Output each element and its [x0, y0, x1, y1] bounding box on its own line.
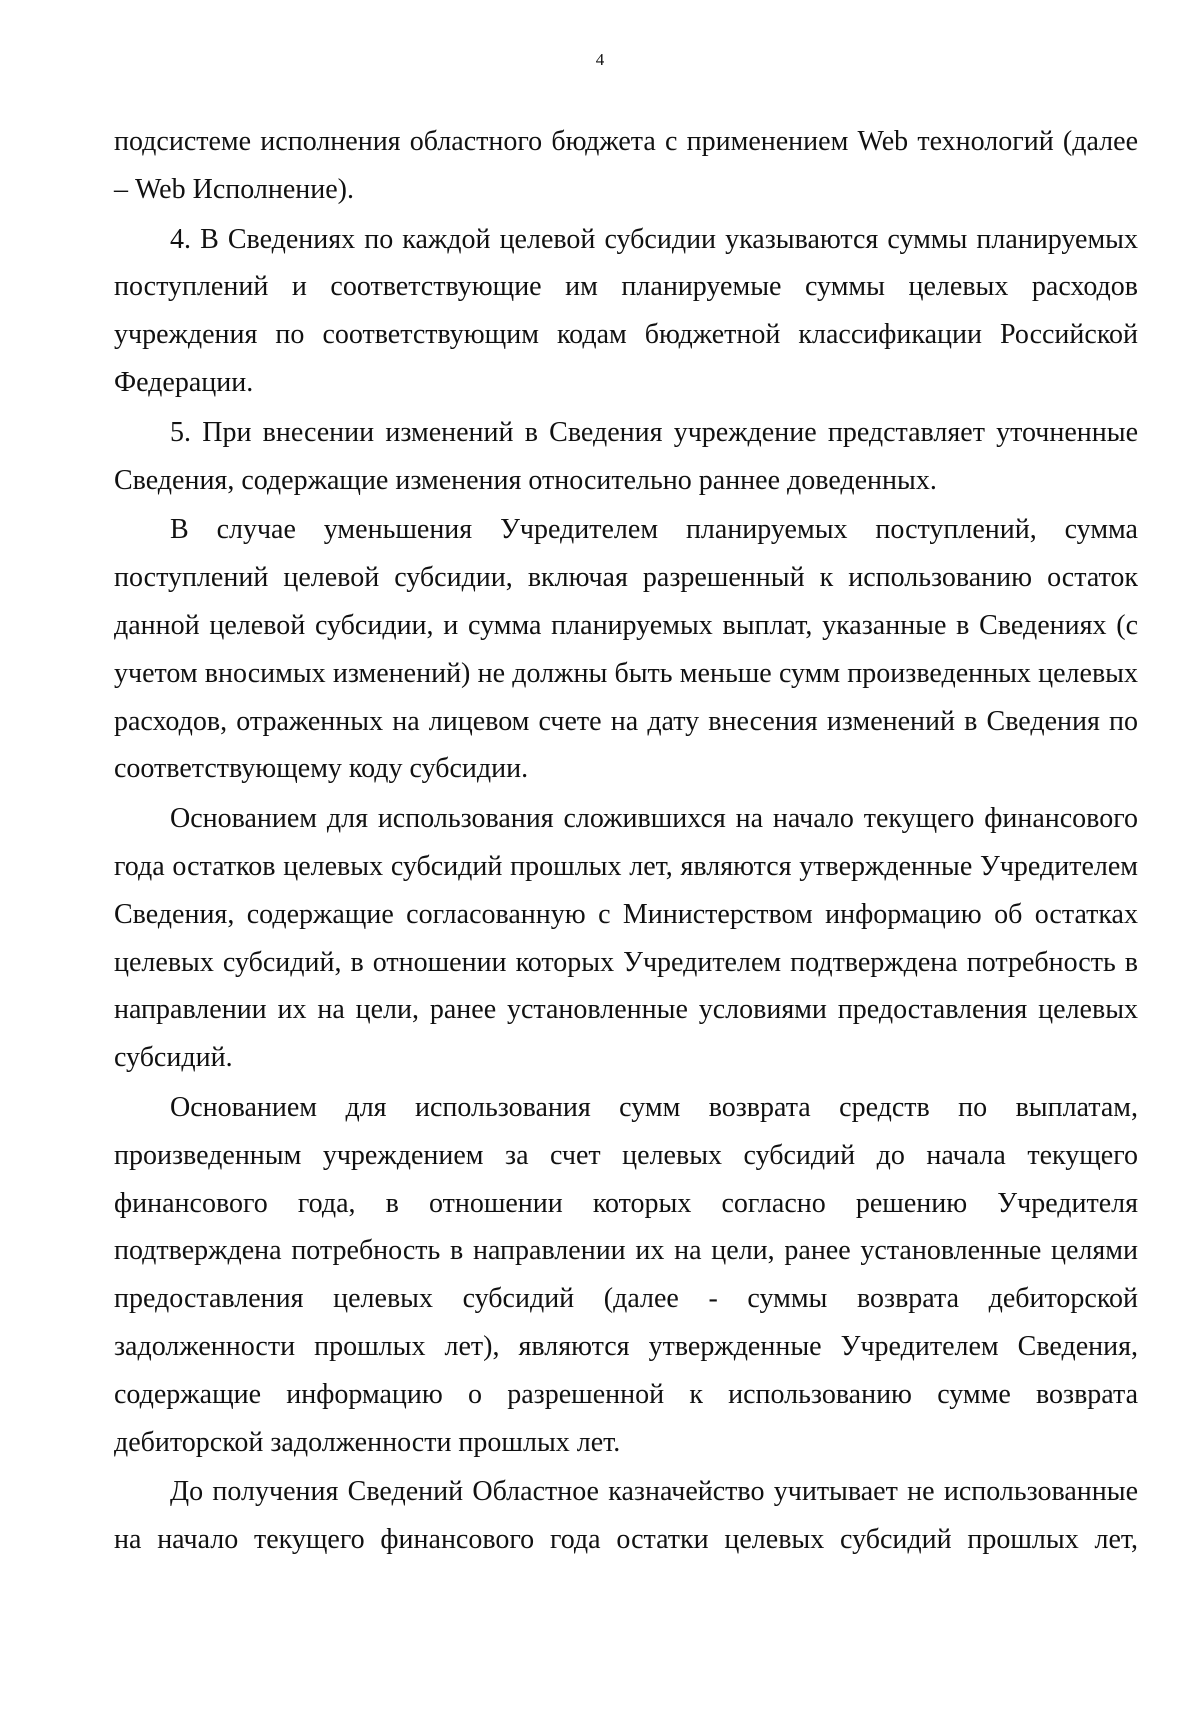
page-number: 4 — [595, 50, 605, 69]
paragraph-item-4: 4. В Сведениях по каждой целевой субсидии указываются суммы планируемых поступлений и соответствующие им планируемые суммы целевых расходов учреждения по соответствующим кодам бюджетной классификации Российской Федерации. — [114, 223, 1138, 398]
paragraph-treasury: До получения Сведений Областное казначейство учитывает не использованные на начало текущего финансового года остатки целевых субсидий прошлых лет, — [114, 1476, 1138, 1556]
paragraph-decrease-case: В случае уменьшения Учредителем планируемых поступлений, сумма поступлений целевой субсидии, включая разрешенный к использованию остаток данной целевой субсидии, и сумма планируемых выплат, указанные в Сведениях (с учетом вносимых изменений) не должны быть меньше сумм произведенных целевых расходов, отраженных на лицевом счете на дату внесения изменений в Сведения по соответствующему коду субсидии. — [114, 514, 1138, 785]
paragraph-continuation: подсистеме исполнения областного бюджета с применением Web технологий (далее – Web Исполнение). — [114, 126, 1138, 205]
paragraph-refund-basis: Основанием для использования сумм возврата средств по выплатам, произведенным учреждением за счет целевых субсидий до начала текущего финансового года, в отношении которых согласно решению Учредителя подтверждена потребность в направлении их на цели, ранее установленные целями предоставления целевых субсидий (далее - суммы возврата дебиторской задолженности прошлых лет), являются утвержденные Учредителем Сведения, содержащие информацию о разрешенной к использованию сумме возврата дебиторской задолженности прошлых лет. — [114, 1091, 1138, 1458]
paragraph-item-5: 5. При внесении изменений в Сведения учреждение представляет уточненные Сведения, содержащие изменения относительно раннее доведенных. — [114, 416, 1138, 496]
paragraph-remainders-basis: Основанием для использования сложившихся на начало текущего финансового года остатков целевых субсидий прошлых лет, являются утвержденные Учредителем Сведения, содержащие согласованную с Министерством информацию об остатках целевых субсидий, в отношении которых Учредителем подтверждена потребность в направлении их на цели, ранее установленные условиями предоставления целевых субсидий. — [114, 803, 1138, 1074]
document-body — [114, 118, 1138, 1564]
